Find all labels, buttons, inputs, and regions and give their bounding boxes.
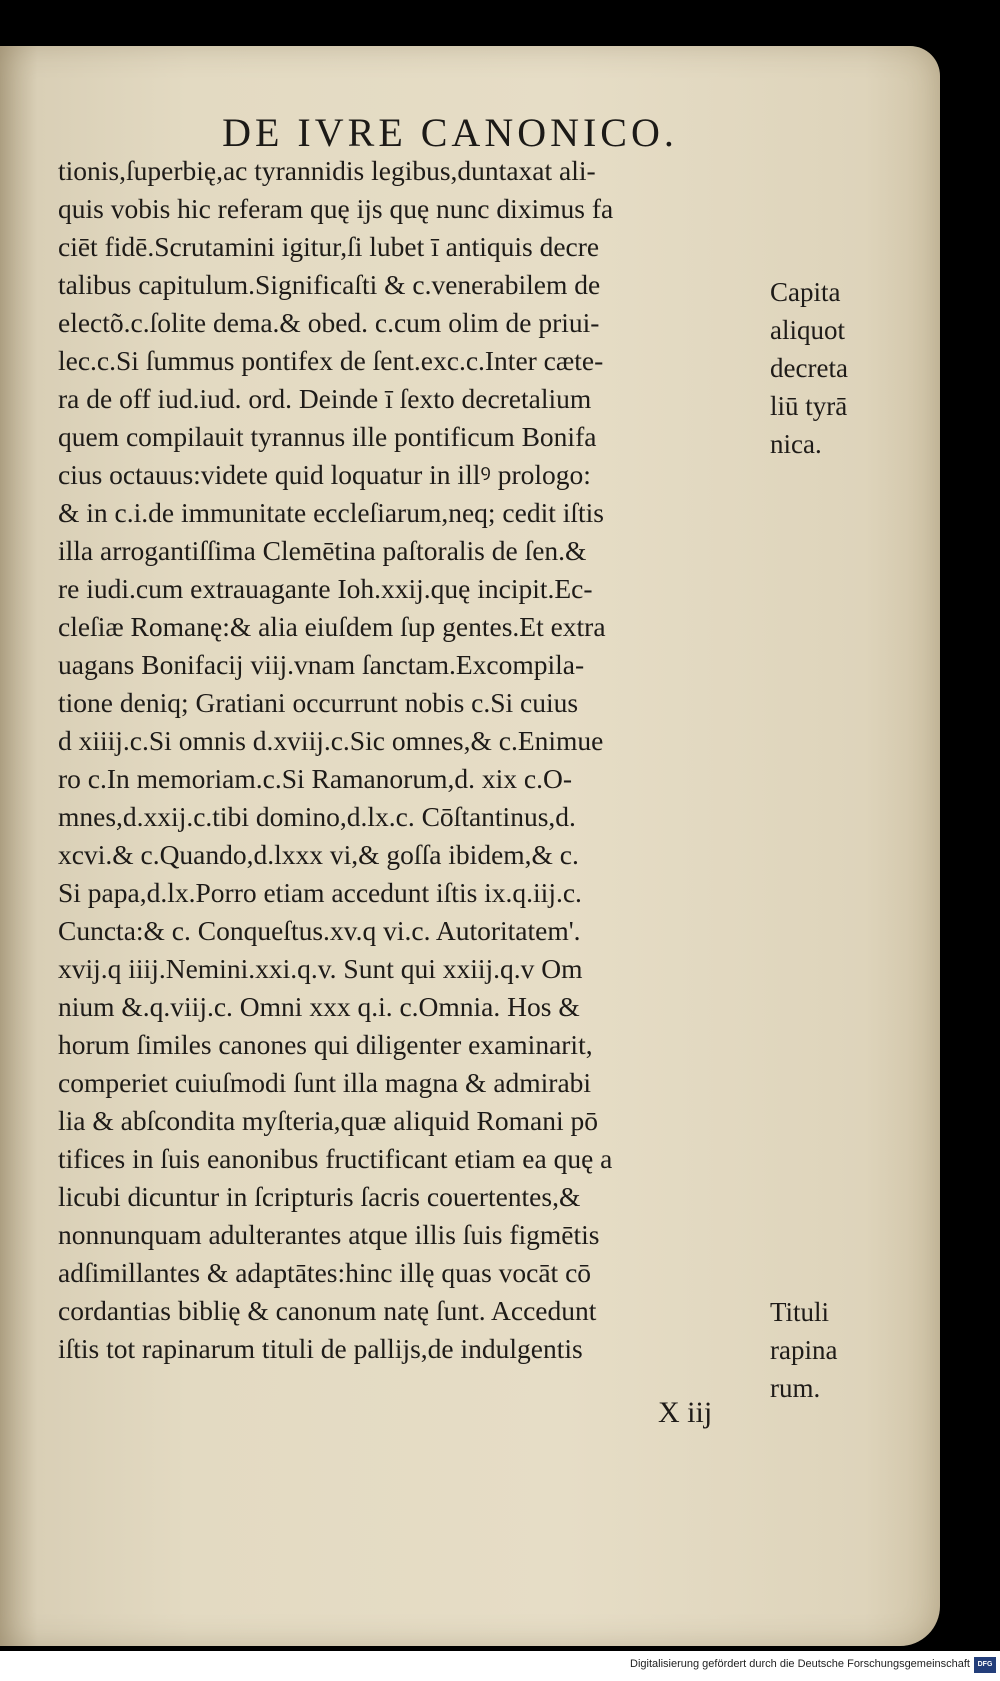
text-line: quis vobis hic referam quę ijs quę nunc diximus fa bbox=[58, 193, 614, 224]
marginal-note-tituli bbox=[770, 1293, 837, 1407]
marginal-note-line: rapina bbox=[770, 1335, 838, 1365]
text-line: lec.c.Si ſummus pontifex de ſent.exc.c.Inter cæte- bbox=[58, 345, 604, 376]
marginal-note-line: Tituli bbox=[770, 1297, 830, 1327]
text-line: Cuncta:& c. Conqueſtus.xv.q vi.c. Autoritatem'. bbox=[58, 915, 581, 946]
text-line: quem compilauit tyrannus ille pontificum Bonifa bbox=[58, 421, 597, 452]
text-line: electõ.c.ſolite dema.& obed. c.cum olim de priui- bbox=[58, 307, 600, 338]
text-line: tione deniq; Gratiani occurrunt nobis c.Si cuius bbox=[58, 687, 579, 718]
text-line: licubi dicuntur in ſcripturis ſacris couertentes,& bbox=[58, 1181, 581, 1212]
text-line: cleſiæ Romanę:& alia eiuſdem ſup gentes.Et extra bbox=[58, 611, 606, 642]
text-line: nium &.q.viij.c. Omni xxx q.i. c.Omnia. Hos & bbox=[58, 991, 580, 1022]
marginal-note-line: rum. bbox=[770, 1373, 821, 1403]
text-line: tifices in ſuis eanonibus fructificant etiam ea quę a bbox=[58, 1143, 613, 1174]
text-line: tionis,ſuperbię,ac tyrannidis legibus,duntaxat ali- bbox=[58, 155, 596, 186]
text-line: Si papa,d.lx.Porro etiam accedunt iſtis ix.q.iij.c. bbox=[58, 877, 582, 908]
running-title: DE IVRE CANONICO. bbox=[222, 110, 678, 155]
text-line: lia & abſcondita myſteria,quæ aliquid Romani pō bbox=[58, 1105, 598, 1136]
marginal-note-line: decreta bbox=[770, 353, 848, 383]
text-line: ro c.In memoriam.c.Si Ramanorum,d. xix c.O- bbox=[58, 763, 572, 794]
text-line: nonnunquam adulterantes atque illis ſuis figmētis bbox=[58, 1219, 600, 1250]
text-line: & in c.i.de immunitate eccleſiarum,neq; cedit iſtis bbox=[58, 497, 605, 528]
text-line: talibus capitulum.Significaſti & c.venerabilem de bbox=[58, 269, 601, 300]
marginal-note-capita bbox=[770, 273, 848, 463]
marginal-note-line: liū tyrā bbox=[770, 391, 848, 421]
text-line: ra de off iud.iud. ord. Deinde ī ſexto decretalium bbox=[58, 383, 592, 414]
text-line: ciēt fidē.Scrutamini igitur,ſi lubet ī antiquis decre bbox=[58, 231, 600, 262]
text-line: cius octauus:videte quid loquatur in illꝰ prologo: bbox=[58, 459, 591, 490]
text-line: illa arrogantiſſima Clemētina paſtoralis de ſen.& bbox=[58, 535, 587, 566]
text-line: re iudi.cum extrauagante Ioh.xxij.quę incipit.Ec- bbox=[58, 573, 593, 604]
text-line: xvij.q iiij.Nemini.xxi.q.v. Sunt qui xxiij.q.v Om bbox=[58, 953, 583, 984]
text-line: iſtis tot rapinarum tituli de pallijs,de indulgentis bbox=[58, 1333, 583, 1364]
text-line: xcvi.& c.Quando,d.lxxx vi,& goſſa ibidem,& c. bbox=[58, 839, 579, 870]
marginal-note-line: aliquot bbox=[770, 315, 845, 345]
text-line: horum ſimiles canones qui diligenter examinarit, bbox=[58, 1029, 593, 1060]
footer-bar bbox=[0, 1651, 1000, 1681]
marginal-note-line: Capita bbox=[770, 277, 841, 307]
marginal-note-line: nica. bbox=[770, 429, 822, 459]
text-line: d xiiij.c.Si omnis d.xviij.c.Sic omnes,& c.Enimue bbox=[58, 725, 604, 756]
funding-credit: Digitalisierung gefördert durch die Deutsche Forschungsgemeinschaft bbox=[630, 1658, 970, 1670]
text-line: cordantias biblię & canonum natę ſunt. Accedunt bbox=[58, 1295, 597, 1326]
text-line: adſimillantes & adaptātes:hinc illę quas vocāt cō bbox=[58, 1257, 592, 1288]
text-line: comperiet cuiuſmodi ſunt illa magna & admirabi bbox=[58, 1067, 592, 1098]
body-text bbox=[58, 152, 758, 1368]
dfg-logo-icon: DFG bbox=[974, 1657, 996, 1673]
text-line: uagans Bonifacij viij.vnam ſanctam.Excompila- bbox=[58, 649, 585, 680]
signature-mark: X iij bbox=[658, 1396, 713, 1429]
text-line: mnes,d.xxij.c.tibi domino,d.lx.c. Cōſtantinus,d. bbox=[58, 801, 576, 832]
